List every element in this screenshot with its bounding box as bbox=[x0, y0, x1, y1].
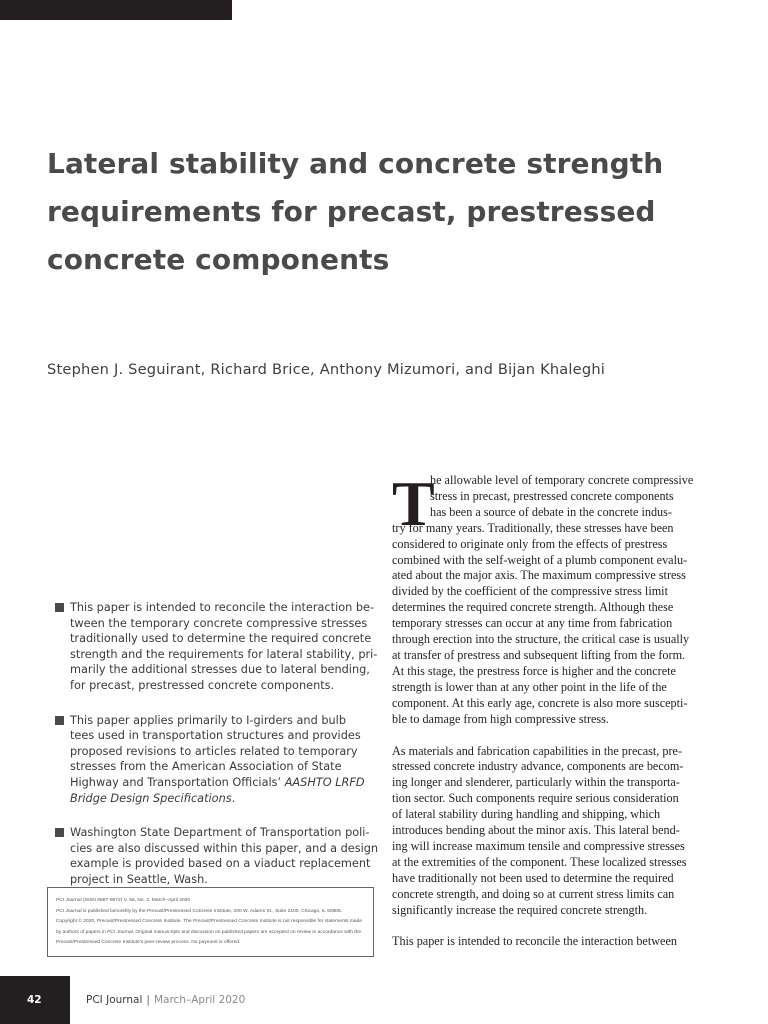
body-text-column bbox=[392, 468, 718, 950]
body-line: component. At this early age, concrete is also more suscepti- bbox=[392, 695, 688, 710]
running-footer bbox=[86, 994, 245, 1006]
spec-reference: AASHTO LRFD bbox=[284, 775, 365, 789]
summary-line: proposed revisions to articles related to temporary bbox=[70, 744, 358, 758]
info-text: . Original manuscripts and discussion on published papers are accepted on review in accordance with the bbox=[132, 929, 362, 935]
body-line: he allowable level of temporary concrete compressive bbox=[430, 473, 694, 487]
summary-list bbox=[55, 600, 379, 907]
summary-line: tees used in transportation structures and provides bbox=[70, 729, 361, 743]
info-text: (ISSN 0887-9672) V. 65, No. 2, March–April 2020 bbox=[81, 898, 191, 903]
body-line: stress in precast, prestressed concrete components bbox=[430, 488, 674, 503]
journal-name: PCI Journal bbox=[56, 898, 82, 903]
body-line: ated about the major axis. The maximum compressive stress bbox=[392, 568, 686, 583]
body-line: stressed concrete industry advance, components are becom- bbox=[392, 759, 684, 774]
footer-issue-date: March–April 2020 bbox=[153, 994, 246, 1006]
body-line: tion sector. Such components require serious consideration bbox=[392, 791, 679, 806]
body-line: ing will increase maximum tensile and compressive stresses bbox=[392, 838, 685, 853]
summary-item bbox=[55, 825, 379, 887]
footer-separator: | bbox=[146, 994, 150, 1006]
info-line bbox=[56, 896, 367, 907]
body-line: divided by the coefficient of the compressive stress limit bbox=[392, 584, 668, 599]
body-line: determines the required concrete strength. Although these bbox=[392, 600, 674, 615]
summary-text: . bbox=[231, 791, 236, 805]
summary-item bbox=[55, 713, 375, 807]
summary-line: cies are also discussed within this paper, and a design bbox=[70, 841, 379, 855]
info-line bbox=[56, 907, 367, 918]
publication-info-box bbox=[47, 887, 374, 957]
footer-journal-name: PCI Journal bbox=[86, 994, 143, 1006]
body-line: As materials and fabrication capabilities in the precast, pre- bbox=[392, 743, 683, 758]
spec-title: Bridge Design Specifications bbox=[70, 791, 232, 805]
summary-line: marily the additional stresses due to lateral bending, bbox=[70, 663, 370, 677]
drop-cap: T bbox=[392, 468, 435, 539]
summary-line: for precast, prestressed concrete components. bbox=[70, 678, 335, 692]
square-bullet-icon bbox=[55, 716, 64, 725]
body-line: combined with the self-weight of a plumb component evalu- bbox=[392, 552, 688, 567]
paragraph-gap bbox=[392, 728, 718, 744]
body-line: at the extremities of the component. These localized stresses bbox=[392, 854, 687, 869]
body-line: of lateral stability during handling and shipping, which bbox=[392, 807, 661, 822]
body-line: through erection into the structure, the critical case is usually bbox=[392, 632, 690, 647]
body-line: significantly increase the required concrete strength. bbox=[392, 902, 648, 917]
info-line: Copyright © 2020, Precast/Prestressed Concrete Institute. The Precast/Prestressed Concrete Institute is not responsible for statements made bbox=[56, 919, 363, 924]
summary-line: strength and the requirements for lateral stability, pri- bbox=[70, 647, 378, 661]
body-line: strength is lower than at any other point in the life of the bbox=[392, 679, 667, 694]
body-line: concrete strength, and doing so at current stress limits can bbox=[392, 886, 675, 901]
body-line: At this stage, the prestress force is higher and the concrete bbox=[392, 663, 676, 678]
body-line: try for many years. Traditionally, these stresses have been bbox=[392, 520, 674, 535]
summary-text: Highway and Transportation Officials’ bbox=[70, 775, 285, 789]
author-list: Stephen J. Seguirant, Richard Brice, Anthony Mizumori, and Bijan Khaleghi bbox=[47, 361, 606, 378]
body-line: This paper is intended to reconcile the interaction between bbox=[392, 934, 677, 949]
summary-line bbox=[70, 775, 375, 791]
summary-line: example is provided based on a viaduct replacement bbox=[70, 857, 371, 871]
summary-line: Washington State Department of Transportation poli- bbox=[70, 826, 370, 840]
body-line: introduces bending about the minor axis. This lateral bend- bbox=[392, 823, 680, 838]
title-line: Lateral stability and concrete strength bbox=[47, 147, 664, 180]
summary-item bbox=[55, 600, 378, 694]
body-line: at transfer of prestress and subsequent lifting from the form. bbox=[392, 647, 686, 662]
journal-name: PCI Journal bbox=[56, 908, 82, 914]
body-line: considered to originate only from the effects of prestress bbox=[392, 536, 668, 551]
title-line: requirements for precast, prestressed bbox=[47, 195, 656, 228]
info-line bbox=[56, 928, 367, 939]
summary-line: This paper is intended to reconcile the interaction be- bbox=[70, 601, 375, 614]
page-number: 42 bbox=[27, 994, 42, 1006]
summary-line: project in Seattle, Wash. bbox=[70, 872, 208, 886]
summary-line: tween the temporary concrete compressive stresses bbox=[70, 616, 368, 630]
body-line: ble to damage from high compressive stress. bbox=[392, 711, 609, 726]
page-number-box bbox=[0, 976, 70, 1024]
body-line: have traditionally not been used to determine the required bbox=[392, 870, 674, 885]
square-bullet-icon bbox=[55, 828, 64, 837]
info-text: by authors of papers in bbox=[56, 929, 108, 935]
info-text: is published bimonthly by the Precast/Prestressed Concrete Institute, 200 W. Adams St., Suite 2100, Chicago, IL 60606. bbox=[81, 908, 343, 914]
body-line: temporary stresses can occur at any time from fabrication bbox=[392, 616, 673, 631]
header-bar bbox=[0, 0, 232, 20]
paragraph-gap bbox=[392, 918, 718, 934]
title-line: concrete components bbox=[47, 243, 390, 276]
summary-line bbox=[70, 791, 375, 807]
article-title bbox=[47, 140, 727, 284]
journal-name: PCI Journal bbox=[107, 929, 133, 935]
square-bullet-icon bbox=[55, 603, 64, 612]
summary-line: traditionally used to determine the required concrete bbox=[70, 632, 372, 646]
info-line: Precast/Prestressed Concrete Institute’s peer-review process. No payment is offered. bbox=[56, 940, 241, 945]
summary-line: This paper applies primarily to I-girders and bulb bbox=[70, 713, 346, 727]
body-line: ing longer and slenderer, particularly within the transporta- bbox=[392, 775, 680, 790]
summary-line: stresses from the American Association of State bbox=[70, 760, 342, 774]
body-line: has been a source of debate in the concrete indus- bbox=[430, 504, 672, 519]
